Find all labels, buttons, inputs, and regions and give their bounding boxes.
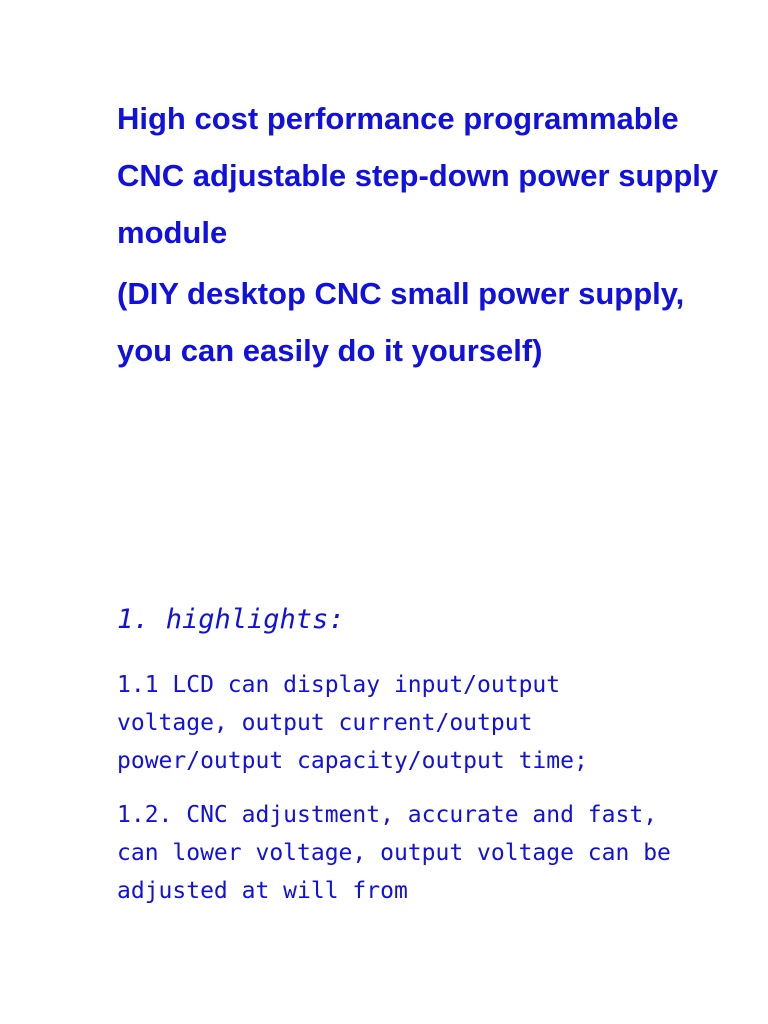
paragraph-1-2: 1.2. CNC adjustment, accurate and fast, can lower voltage, output voltage can be adjusted at will from	[117, 802, 671, 904]
document-subtitle: (DIY desktop CNC small power supply, you can easily do it yourself)	[117, 276, 685, 368]
title-block	[117, 90, 737, 379]
paragraph-1-1: 1.1 LCD can display input/output voltage, output current/output power/output capacity/output time;	[117, 672, 588, 774]
section-heading: 1. highlights:	[117, 604, 345, 635]
document-title: High cost performance programmable CNC adjustable step-down power supply module	[117, 101, 719, 250]
